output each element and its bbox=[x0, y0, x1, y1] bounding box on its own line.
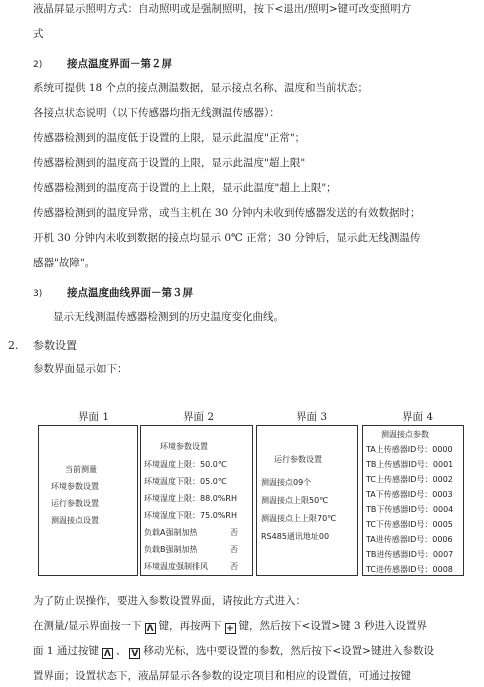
subsection-heading bbox=[33, 285, 193, 300]
subsection-heading bbox=[33, 56, 172, 71]
section-title: 参数设置 bbox=[33, 339, 77, 352]
lcd-screen-2 bbox=[140, 425, 253, 576]
body-line bbox=[33, 644, 434, 659]
body-line: 传感器检测到的温度低于设置的上限，显示此温度"正常"； bbox=[33, 132, 306, 144]
para-line: 液晶屏显示照明方式：自动照明或是强制照明，按下<退出/照明>键可改变照明方 bbox=[33, 3, 412, 15]
up-key-icon: Λ bbox=[145, 623, 156, 634]
lcd-line: TC下传感器ID号：0005 bbox=[366, 520, 453, 529]
lcd-line: 环境温度下限：05.0℃ bbox=[144, 477, 227, 486]
subsection-number: 2) bbox=[33, 60, 43, 70]
body-line: 参数界面显示如下： bbox=[33, 363, 128, 375]
lcd-line: 测温接点上上限70℃ bbox=[261, 514, 337, 523]
lcd-line: 负载A强制加热 bbox=[144, 528, 198, 537]
section-heading bbox=[8, 337, 77, 353]
screen-title: 界面 2 bbox=[183, 411, 215, 423]
lcd-line: 环境参数设置 bbox=[51, 482, 99, 491]
text-fragment: 在测量/显示界面按一下 bbox=[33, 620, 142, 632]
lcd-line: 测温接点上限50℃ bbox=[261, 496, 329, 505]
lcd-line: TC上传感器ID号：0002 bbox=[366, 475, 453, 484]
lcd-value: 否 bbox=[230, 528, 238, 537]
lcd-line: 运行参数设置 bbox=[51, 499, 99, 508]
down-key-icon: V bbox=[129, 648, 140, 659]
lcd-value: 否 bbox=[230, 545, 238, 554]
lcd-title: 测温接点参数 bbox=[381, 430, 429, 439]
lcd-screen-3 bbox=[256, 425, 358, 576]
text-fragment: 键，然后按下<设置>键 3 秒进入设置界 bbox=[238, 620, 427, 632]
lcd-line: TA进传感器ID号：0006 bbox=[366, 535, 453, 544]
lcd-screen-1 bbox=[38, 425, 138, 576]
plus-key-icon: + bbox=[226, 624, 234, 634]
lcd-title: 运行参数设置 bbox=[274, 455, 322, 464]
text-fragment: 、 bbox=[115, 645, 127, 657]
lcd-line: TC进传感器ID号：0008 bbox=[366, 565, 453, 574]
text-fragment: 移动光标，选中要设置的参数，然后按下<设置>键进入参数设 bbox=[143, 645, 434, 657]
body-line: 感器"故障"。 bbox=[33, 257, 96, 269]
lcd-line: 当前测量 bbox=[65, 465, 97, 474]
body-line: 显示无线测温传感器检测到的历史温度变化曲线。 bbox=[53, 311, 284, 323]
body-line bbox=[33, 619, 427, 634]
lcd-line: 环境温度上限：50.0℃ bbox=[144, 460, 227, 469]
subsection-title: 接点温度界面－第２屏 bbox=[67, 58, 172, 70]
screen-title: 界面 4 bbox=[402, 411, 434, 423]
body-line: 传感器检测到的温度异常，或当主机在 30 分钟内未收到传感器发送的有效数据时； bbox=[33, 207, 421, 219]
body-line: 为了防止误操作，要进入参数设置界面，请按此方式进入： bbox=[33, 595, 306, 607]
lcd-line: TB下传感器ID号：0004 bbox=[366, 505, 454, 514]
lcd-line: TB进传感器ID号：0007 bbox=[366, 550, 454, 559]
body-line: 置界面；设置状态下，液晶屏显示各参数的设定项目和相应的设置值，可通过按键 bbox=[33, 670, 411, 682]
lcd-line: 负载B强制加热 bbox=[144, 545, 198, 554]
lcd-line: TA上传感器ID号：0000 bbox=[366, 445, 453, 454]
lcd-line: 环境温度强制排风 bbox=[144, 562, 208, 571]
section-number: 2. bbox=[8, 339, 19, 352]
body-line: 传感器检测到的温度高于设置的上上限，显示此温度"超上上限"； bbox=[33, 182, 337, 194]
lcd-line: TA下传感器ID号：0003 bbox=[366, 490, 453, 499]
lcd-line: 测温接点设置 bbox=[51, 516, 99, 525]
up-key-icon: Λ bbox=[102, 648, 113, 659]
lcd-value: 否 bbox=[230, 562, 238, 571]
lcd-line: 环境湿度上限：88.0%RH bbox=[144, 494, 237, 503]
body-line: 系统可提供 18 个点的接点测温数据，显示接点名称、温度和当前状态； bbox=[33, 82, 369, 94]
screen-title: 界面 3 bbox=[296, 411, 328, 423]
lcd-line: 测温接点09个 bbox=[261, 478, 312, 487]
screen-title: 界面 1 bbox=[78, 411, 110, 423]
text-fragment: 面 1 通过按键 bbox=[33, 645, 99, 657]
para-line: 式 bbox=[33, 28, 44, 40]
lcd-line: 环境湿度下限：75.0%RH bbox=[144, 511, 237, 520]
text-fragment: 键，再按两下 bbox=[158, 620, 222, 632]
subsection-number: 3) bbox=[33, 289, 43, 299]
body-line: 传感器检测到的温度高于设置的上限，显示此温度"超上限" bbox=[33, 157, 306, 169]
lcd-screen-4 bbox=[362, 425, 464, 576]
lcd-line: TB上传感器ID号：0001 bbox=[366, 460, 454, 469]
body-line: 各接点状态说明（以下传感器均指无线测温传感器）： bbox=[33, 107, 280, 119]
lcd-line: RS485通讯地址00 bbox=[261, 532, 330, 541]
lcd-title: 环境参数设置 bbox=[160, 442, 208, 451]
body-line: 开机 30 分钟内未收到数据的接点均显示 0℃ 正常；30 分钟后，显示此无线测温传 bbox=[33, 232, 421, 244]
subsection-title: 接点温度曲线界面－第３屏 bbox=[67, 287, 193, 299]
